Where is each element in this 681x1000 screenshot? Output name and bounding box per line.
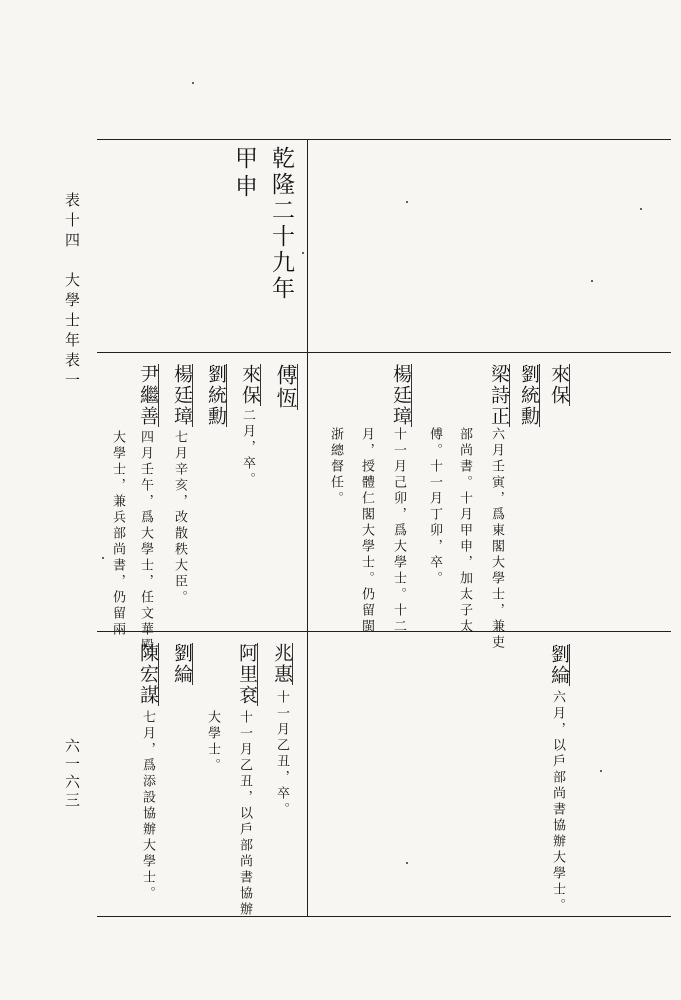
official-name: 劉綸	[171, 643, 193, 685]
official-note: 二月，卒。	[240, 408, 255, 488]
scan-speck	[591, 280, 593, 282]
official-note: 浙總督任。	[328, 427, 343, 507]
table-top-rule	[97, 139, 671, 140]
official-name: 陳宏謀	[137, 643, 159, 706]
scan-speck	[406, 862, 408, 864]
official-name: 楊廷璋	[171, 364, 193, 427]
official-name: 傅恆	[274, 364, 298, 410]
page-number: 六一六三	[63, 738, 81, 810]
scan-speck	[600, 770, 602, 772]
official-note: 七月，爲添設協辦大學士。	[140, 710, 155, 902]
official-note: 十一月己卯，爲大學士。十二	[391, 427, 406, 635]
official-note: 六月壬寅，爲東閣大學士，兼吏	[489, 427, 504, 651]
official-note: 七月辛亥，改散秩大臣。	[172, 430, 187, 606]
margin-header: 表十四 大學士年表一	[63, 192, 81, 392]
table-rule-upper	[97, 352, 671, 353]
official-note: 十一月乙丑，以戶部尚書協辦	[237, 710, 252, 918]
year-ganzhi: 甲申	[231, 146, 257, 202]
scan-speck	[406, 201, 408, 203]
scan-speck	[640, 208, 642, 210]
official-note: 部尚書。十月甲申，加太子太	[457, 427, 472, 635]
table-rule-lower	[97, 631, 671, 632]
official-note: 十一月乙丑，卒。	[274, 690, 289, 818]
official-name: 來保	[239, 364, 261, 406]
official-name: 劉統勳	[205, 364, 227, 427]
official-name: 來保	[548, 364, 570, 406]
official-name: 劉綸	[548, 644, 570, 686]
official-name: 兆惠	[271, 643, 293, 685]
scan-speck	[192, 82, 194, 84]
year-title: 乾隆二十九年	[268, 146, 294, 302]
official-note: 四月壬午，爲大學士，任文華殿	[138, 430, 153, 654]
scan-speck	[102, 557, 104, 559]
scan-speck	[302, 252, 304, 254]
official-note: 傅。十一月丁卯，卒。	[427, 427, 442, 587]
official-name: 梁詩正	[488, 364, 510, 427]
official-note: 大學士，兼兵部尚書，仍留兩	[110, 430, 125, 638]
official-name: 阿里袞	[236, 643, 258, 706]
table-bottom-rule	[97, 916, 671, 917]
official-note: 六月，以戶部尚書協辦大學士。	[550, 690, 565, 914]
official-note: 大學士。	[205, 710, 220, 774]
official-name: 劉統勳	[518, 364, 540, 427]
table-column-divider	[307, 139, 308, 916]
official-name: 楊廷璋	[390, 364, 412, 427]
official-name: 尹繼善	[137, 364, 159, 427]
official-note: 月，授體仁閣大學士。仍留閩	[359, 427, 374, 635]
